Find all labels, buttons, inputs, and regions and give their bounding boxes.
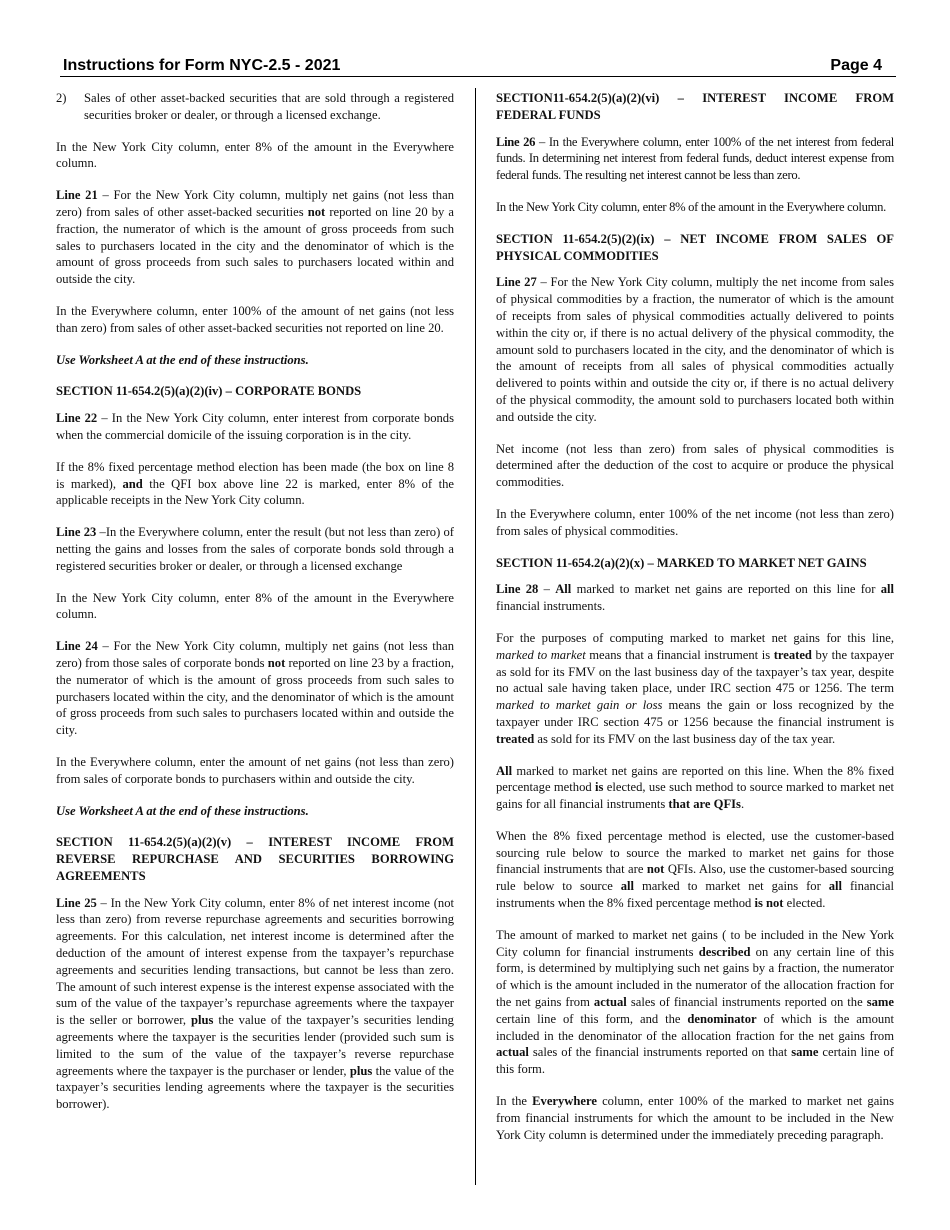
line-label: Line 24 bbox=[56, 639, 98, 654]
line-21-paragraph: Line 21 – For the New York City column, multiply net gains (not less than zero) from sales of other asset-backed securities not reported on line 20 by a fraction, the numerator of which is the amount of gross proceeds from such sales to purchasers located in the city and the denominator of which is the amount of gross proceeds from such sales to purchasers located within and outside the city. bbox=[56, 188, 454, 287]
line-28-paragraph: Line 28 – All marked to market net gains are reported on this line for all financial instruments. bbox=[496, 582, 894, 614]
nyc-8pct-paragraph-2: In the New York City column, enter 8% of the amount in the Everywhere column. bbox=[56, 590, 454, 622]
line-label: Line 26 bbox=[496, 134, 536, 149]
line-label: Line 22 bbox=[56, 411, 98, 426]
worksheet-note-2: Use Worksheet A at the end of these instructions. bbox=[56, 803, 309, 818]
page-header bbox=[60, 56, 896, 77]
right-column bbox=[496, 90, 894, 1158]
section-heading-x: SECTION 11-654.2(a)(2)(x) – MARKED TO MARKET NET GAINS bbox=[496, 555, 867, 570]
section-heading-ix: SECTION 11-654.2(5)(2)(ix) – NET INCOME FROM SALES OF PHYSICAL COMMODITIES bbox=[496, 231, 894, 263]
column-divider bbox=[475, 88, 476, 1185]
section-heading-v: SECTION 11-654.2(5)(a)(2)(v) – INTEREST INCOME FROM REVERSE REPURCHASE AND SECURITIES BORROWING AGREEMENTS bbox=[56, 835, 454, 883]
everywhere-paragraph-28: In the Everywhere column, enter 100% of the marked to market net gains from financial instruments for which the amount to be included in the New York City column is determined under the immediately preceding paragraph. bbox=[496, 1094, 894, 1142]
section-heading-iv: SECTION 11-654.2(5)(a)(2)(iv) – CORPORATE BONDS bbox=[56, 384, 362, 399]
line-label: Line 23 bbox=[56, 525, 97, 540]
everywhere-paragraph-21: In the Everywhere column, enter 100% of the amount of net gains (not less than zero) from sales of other asset-backed securities not reported on line 20. bbox=[56, 303, 454, 335]
all-gains-paragraph: All marked to market net gains are reported on this line. When the 8% fixed percentage method is elected, use such method to source marked to market net gains for all financial instruments that are QFIs. bbox=[496, 763, 894, 812]
line-label: Line 27 bbox=[496, 275, 537, 290]
list-text: Sales of other asset-backed securities that are sold through a registered securities broker or dealer, or through a licensed exchange. bbox=[84, 91, 454, 122]
fixed-percentage-paragraph: If the 8% fixed percentage method election has been made (the box on line 8 is marked), and the QFI box above line 22 is marked, enter 8% of the applicable receipts in the New York City column. bbox=[56, 459, 454, 508]
page-number: Page 4 bbox=[830, 57, 882, 74]
everywhere-paragraph-27: In the Everywhere column, enter 100% of the net income (not less than zero) from sales of physical commodities. bbox=[496, 506, 894, 538]
line-27-paragraph: Line 27 – For the New York City column, multiply the net income from sales of physical commodities by a fraction, the numerator of which is the amount of receipts from sales of physical commodities actually delivered to points within the city or, if there is no actual delivery of the physical commodity, the amount sold to purchasers located in the city, and the denominator of which is the amount of receipts from all sales of physical commodities actually delivered to points within and outside the city or, if there is no actual delivery of the physical commodity, the amount sold to purchasers located both within and outside the city. bbox=[496, 275, 894, 424]
line-label: Line 21 bbox=[56, 188, 98, 203]
line-24-paragraph: Line 24 – For the New York City column, multiply net gains (not less than zero) from those sales of corporate bonds not reported on line 23 by a fraction, the numerator of which is the amount of gross proceeds from such sales to purchasers located within the city, and the denominator of which is the amount of gross proceeds from such sales to purchasers located within and outside the city. bbox=[56, 639, 455, 738]
left-column bbox=[56, 90, 454, 1128]
line-23-paragraph: Line 23 –In the Everywhere column, enter the result (but not less than zero) of netting the gains and losses from the sales of corporate bonds sold through a registered securities broker or dealer, or through a licensed exchange bbox=[56, 525, 454, 573]
amount-paragraph: The amount of marked to market net gains ( to be included in the New York City column for financial instruments described on any certain line of this form, is determined by multiplying such net gains by a fraction, the numerator of which is the amount included in the numerator of the allocation fraction for the net gains from actual sales of financial instruments reported on the same certain line of this form, and the denominator of which is the amount included in the denominator of the allocation fraction for the net gains from actual sales of the financial instruments reported on that same certain line of this form. bbox=[496, 927, 894, 1077]
customer-based-paragraph: When the 8% fixed percentage method is elected, use the customer-based sourcing rule below to source the marked to market net gains for those financial instruments that are not QFIs. Also, use the customer-based sourcing rule below to source all marked to market net gains for all financial instruments when the 8% fixed percentage method is not elected. bbox=[496, 828, 894, 911]
list-item-2 bbox=[56, 90, 454, 124]
net-income-paragraph: Net income (not less than zero) from sales of physical commodities is determined after the deduction of the cost to acquire or produce the physical commodities. bbox=[496, 441, 894, 490]
line-22-paragraph: Line 22 – In the New York City column, enter interest from corporate bonds when the commercial domicile of the issuing corporation is in the city. bbox=[56, 411, 454, 442]
form-title: Instructions for Form NYC-2.5 - 2021 bbox=[63, 57, 341, 74]
line-label: Line 28 bbox=[496, 582, 539, 597]
purposes-paragraph: For the purposes of computing marked to market net gains for this line, marked to market means that a financial instrument is treated by the taxpayer as sold for its FMV on the last business day of the taxpayer’s tax year, despite no actual sale having taken place, under IRC section 475 or 1256. The term marked to market gain or loss means the gain or loss recognized by the taxpayer under IRC section 475 or 1256 because the financial instrument is treated as sold for its FMV on the last business day of the tax year. bbox=[496, 630, 894, 746]
list-number: 2) bbox=[56, 91, 67, 105]
line-25-paragraph: Line 25 – In the New York City column, enter 8% of net interest income (not less than zero) from reverse repurchase agreements and securities borrowing agreements. For this calculation, net interest income is determined after the deduction of the amount of interest expense from the taxpayer’s repurchase agreements and securities lending transactions, but cannot be less than zero. The amount of such interest expense is the interest expense associated with the sum of the value of the taxpayer’s repurchase agreements where the taxpayer is the seller or borrower, plus the value of the taxpayer’s securities lending agreements where the taxpayer is the securities lender (provided such sum is limited to the sum of the value of the taxpayer’s reverse repurchase agreements where the taxpayer is the purchaser or lender, plus the value of the taxpayer’s securities lending agreements where the taxpayer is the securities borrower). bbox=[56, 895, 455, 1112]
worksheet-note: Use Worksheet A at the end of these instructions. bbox=[56, 352, 309, 367]
line-26-paragraph: Line 26 – In the Everywhere column, enter 100% of the net interest from federal funds. In determining net interest from federal funds, deduct interest expense from federal funds. The resulting net interest cannot be less than zero. bbox=[496, 134, 894, 183]
everywhere-paragraph-24: In the Everywhere column, enter the amount of net gains (not less than zero) from sales of corporate bonds to purchasers within and outside the city. bbox=[56, 754, 454, 786]
line-label: Line 25 bbox=[56, 895, 97, 910]
nyc-8pct-paragraph-3: In the New York City column, enter 8% of the amount in the Everywhere column. bbox=[496, 199, 886, 214]
section-heading-vi: SECTION11-654.2(5)(a)(2)(vi) – INTEREST INCOME FROM FEDERAL FUNDS bbox=[496, 91, 894, 122]
nyc-8pct-paragraph: In the New York City column, enter 8% of the amount in the Everywhere column. bbox=[56, 139, 454, 171]
